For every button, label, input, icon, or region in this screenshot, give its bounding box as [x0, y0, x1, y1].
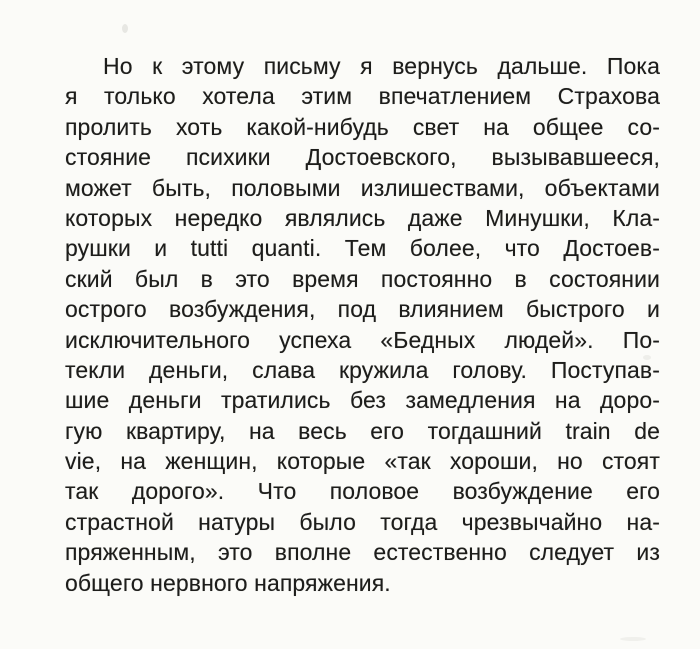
text-line: шие деньги тратились без замедления на доро-: [65, 387, 660, 414]
text-line: страстной натуры было тогда чрезвычайно на-: [65, 508, 660, 535]
text-line: ский был в это время постоянно в состоянии: [65, 265, 660, 292]
text-line: рушки и tutti quanti. Тем более, что Достоев-: [65, 235, 660, 262]
text-line: гую квартиру, на весь его тогдашний train de: [65, 417, 660, 444]
text-line: общего нервного напряжения.: [65, 569, 391, 596]
book-page-paragraph: [65, 51, 660, 598]
text-line: так дорого». Что половое возбуждение его: [65, 478, 660, 505]
text-line: которых нередко являлись даже Минушки, Кла-: [65, 204, 660, 231]
text-line: пролить хоть какой-нибудь свет на общее со-: [65, 113, 660, 140]
scan-speck: [122, 24, 128, 33]
text-line: текли деньги, слава кружила голову. Поступав-: [65, 356, 660, 383]
text-line: Но к этому письму я вернусь дальше. Пока: [103, 53, 660, 79]
text-line: стояние психики Достоевского, вызывавшееся,: [65, 144, 660, 171]
text-line: vie, на женщин, которые «так хороши, но стоят: [65, 448, 660, 475]
scan-speck: [620, 637, 646, 641]
text-line: может быть, половыми излишествами, объектами: [65, 174, 660, 201]
text-line: острого возбуждения, под влиянием быстрого и: [65, 296, 660, 323]
text-line: я только хотела этим впечатлением Страхова: [65, 83, 660, 110]
text-line: исключительного успеха «Бедных людей». По-: [65, 326, 660, 353]
text-line: пряженным, это вполне естественно следует из: [65, 539, 660, 566]
